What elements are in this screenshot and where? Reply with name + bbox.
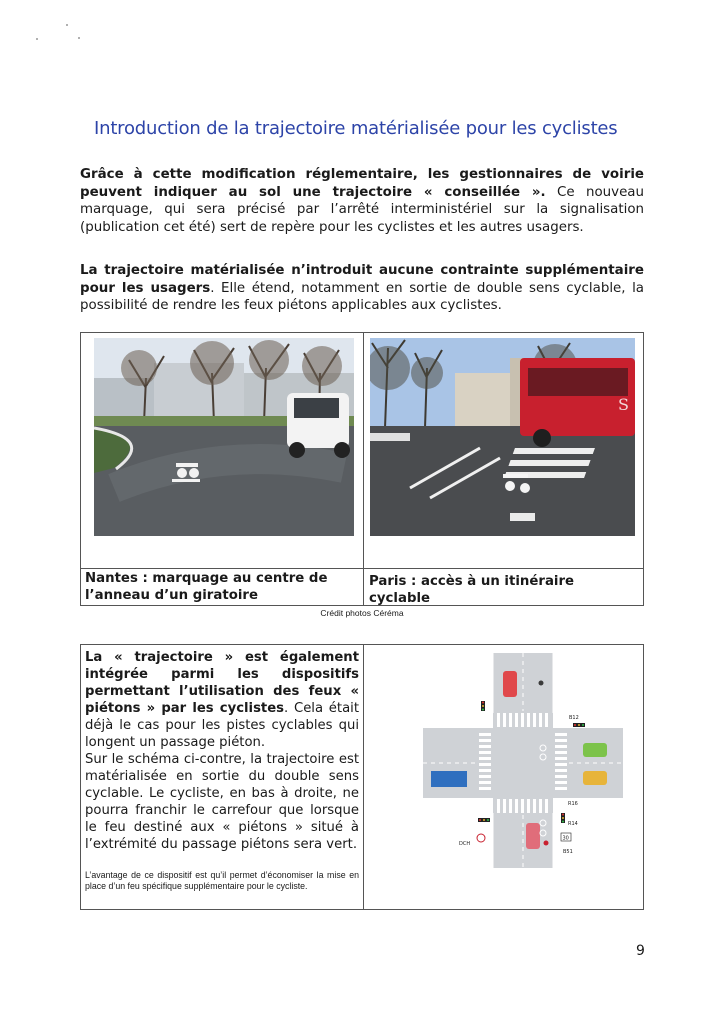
bus-lettering: S: [618, 395, 629, 414]
cyclist: [544, 841, 549, 846]
traffic-light: [561, 813, 565, 823]
truck-blue: [431, 771, 467, 787]
table-divider: [363, 333, 364, 605]
page-title: Introduction de la trajectoire matérialisée pour les cyclistes: [94, 118, 618, 139]
scan-speck: [66, 24, 68, 26]
label-30: 30: [562, 835, 569, 842]
lower-text-block: [85, 649, 359, 853]
lower-table: [80, 644, 644, 910]
scan-speck: [78, 37, 80, 39]
second-bold: La trajectoire matérialisée n’introduit aucune contrainte supplémentaire pour les usagers: [80, 263, 644, 296]
intro-text: Ce nouveau marquage, qui sera précisé par l’arrêté interministériel sur la signalisation (publication cet été) sert de repère pour les cyclistes et les autres usagers.: [80, 184, 644, 235]
table-divider: [81, 568, 643, 569]
intersection-diagram: [423, 653, 623, 872]
traffic-light: [481, 701, 485, 711]
caption-paris: Paris : accès à un itinéraire cyclable: [369, 574, 575, 606]
lower-bold-text: intégrée parmi les dispositifs permettant l’utilisation des feux « piétons » par les cyclistes: [85, 667, 359, 716]
second-paragraph: [80, 262, 644, 315]
lower-text-2: Sur le schéma ci-contre, la trajectoire est matérialisée en sortie du double sens cyclable. Le cycliste, en bas à droite, ne pourra franchir le carrefour que lorsque le feu destiné aux « piétons » situé à l’extrémité du passage piétons sera vert.: [85, 752, 359, 852]
second-text: . Elle étend, notamment en sortie de double sens cyclable, la possibilité de rendre les feux piétons applicables aux cyclistes.: [80, 280, 645, 313]
label-r16: R16: [568, 801, 578, 807]
label-r14: R14: [568, 821, 578, 827]
scan-speck: [36, 38, 38, 40]
intro-bold: Grâce à cette modification réglementaire, les gestionnaires de voirie peuvent indiquer au sol une trajectoire « conseillée ».: [80, 167, 644, 200]
intro-paragraph: [80, 166, 644, 236]
label-b12: B12: [569, 715, 579, 721]
car-green: [583, 743, 607, 757]
caption-nantes: Nantes : marquage au centre de l’anneau d’un giratoire: [85, 571, 328, 603]
traffic-light-b12: [569, 715, 585, 727]
lower-text: . Cela était déjà le cas pour les pistes cyclables qui longent un passage piéton.: [85, 701, 360, 750]
traffic-light: [478, 818, 490, 822]
page-number: 9: [636, 943, 645, 959]
photo-paris: [370, 338, 635, 536]
cyclist: [539, 681, 544, 686]
lower-note: L’avantage de ce dispositif est qu’il permet d’économiser la mise en place d’un feu spécifique supplémentaire pour le cycliste.: [85, 870, 359, 891]
lower-first-line: La « trajectoire » est également: [85, 650, 359, 665]
table-divider: [363, 645, 364, 909]
car-pink: [526, 823, 540, 849]
label-b51: B51: [563, 849, 573, 855]
photo-nantes: [94, 338, 354, 536]
car-yellow: [583, 771, 607, 785]
photo-table: [80, 332, 644, 606]
car-red: [503, 671, 517, 697]
photo-credit: Crédit photos Céréma: [320, 608, 404, 618]
sign-dch: [477, 834, 485, 842]
label-dch: DCH: [459, 841, 471, 847]
